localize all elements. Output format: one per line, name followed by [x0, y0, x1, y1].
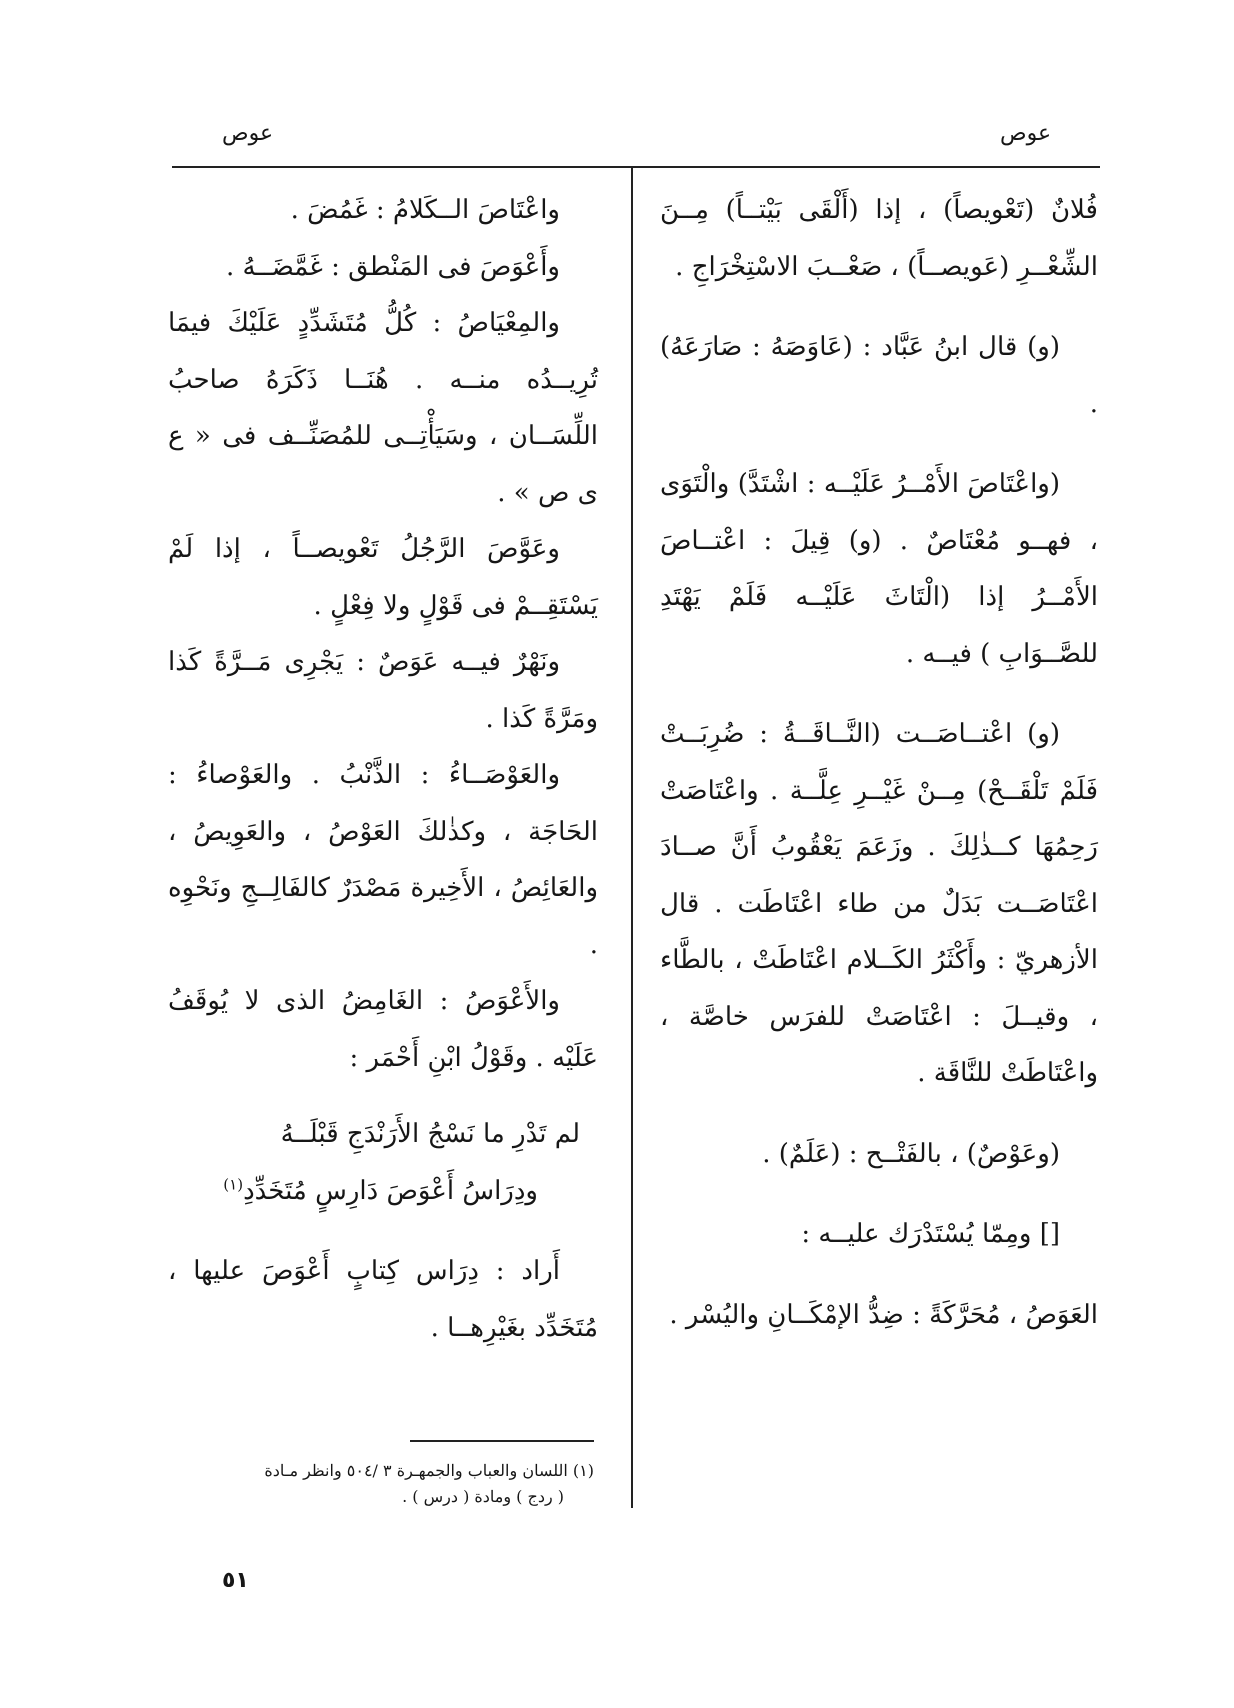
paragraph: فُلانٌ (تَعْويصاً) ، إذا (أَلْقَى بَيْتــاً) مِــنَ الشِّعْــرِ (عَويصــاً) ، صَعْــبَ الاسْتِخْرَاجِ .: [660, 195, 1098, 282]
right-column: [660, 182, 1098, 1343]
header-rule: [172, 166, 1100, 168]
paragraph: (و) قال ابنُ عَبَّاد : (عَاوَصَهُ : صَارَعَهُ) .: [660, 332, 1098, 419]
paragraph: وأَعْوَصَ فى المَنْطق : غَمَّضَــهُ .: [226, 251, 560, 282]
paragraph: (وعَوْصٌ) ، بالفَتْــح : (عَلَمٌ) .: [762, 1138, 1060, 1169]
paragraph: (و) اعْتــاصَــت (النَّــاقَــةُ : ضُرِبَــتْ فَلَمْ تَلْقَــحْ) مِــنْ غَيْــرِ عِلَّــة . واعْتَاصَتْ رَحِمُهَا كــذٰلِكَ . وزَعَمَ يَعْقُوبُ أَنَّ صــادَ اعْتَاصَــت بَدَلٌ من طاء اعْتَاطَت . قال الأزهريّ : وأَكْثَرُ الكَــلام اعْتَاطَتْ ، بالطَّاء ، وقيــلَ : اعْتَاصَتْ للفرَس خاصَّة ، واعْتَاطَتْ للنَّاقَة .: [660, 719, 1098, 1088]
paragraph: واعْتَاصَ الــكَلامُ : غَمُضَ .: [290, 195, 560, 225]
footnote-line: (١) اللسان والعباب والجمهـرة ٣ /٥٠٤ وانظر مـادة: [264, 1461, 594, 1480]
verse-hemistich-1: لم تَدْرِ ما نَسْجُ الأَرَنْدَجِ قَبْلَــهُ: [280, 1119, 580, 1149]
paragraph: ونَهْرٌ فيــه عَوَصٌ : يَجْرِى مَــرَّةً كَذا ومَرَّةً كَذا .: [168, 647, 598, 734]
running-head-right: عوص: [1000, 121, 1052, 146]
paragraph: [] ومِمّا يُسْتَدْرَك عليــه :: [801, 1219, 1060, 1249]
paragraph: وعَوَّصَ الرَّجُلُ تَعْويصــاً ، إذا لَمْ يَسْتَقِــمْ فى قَوْلٍ ولا فِعْلٍ .: [168, 534, 598, 621]
footnote: [166, 1458, 594, 1510]
column-divider: [631, 168, 633, 1508]
running-head-left: عوص: [222, 121, 274, 146]
paragraph: (واعْتَاصَ الأَمْــرُ عَلَيْــه : اشْتَدَّ) والْتَوَى ، فهــو مُعْتَاصٌ . (و) قِيلَ : اعْتــاصَ الأَمْــرُ إذا (الْتَاثَ عَلَيْــه فَلَمْ يَهْتَدِ للصَّــوَابِ ) فيــه .: [660, 469, 1098, 669]
left-column: [168, 182, 598, 1356]
footnote-rule: [410, 1440, 594, 1442]
paragraph: العَوَصُ ، مُحَرَّكَةً : ضِدُّ الإمْكَــانِ واليُسْر .: [669, 1299, 1098, 1330]
verse-hemistich-2-text: ودِرَاسُ أَعْوَصَ دَارِسٍ مُتَخَدِّدِ: [243, 1175, 538, 1206]
page-number: ٥١: [222, 1568, 249, 1593]
paragraph: والمِعْيَاصُ : كُلُّ مُتَشَدِّدٍ عَلَيْكَ فيمَا تُرِيــدُه منــه . هُنَــا ذَكَرَهُ صاحبُ اللِّسَــان ، وسَيَأْتِــى للمُصَنِّــف فى « ع ى ص » .: [168, 308, 598, 508]
footnote-marker: (١): [223, 1174, 244, 1193]
footnote-line: ( ردج ) ومادة ( درس ) .: [402, 1487, 564, 1506]
paragraph: والعَوْصَــاءُ : الذَّنْبُ . والعَوْصاءُ : الحَاجَة ، وكذٰلكَ العَوْصُ ، والعَوِيصُ ، والعَائِصُ ، الأَخِيرة مَصْدَرٌ كالفَالِــجِ ونَحْوِه .: [168, 760, 598, 960]
paragraph: والأَعْوَصُ : الغَامِضُ الذى لا يُوقَفُ عَلَيْه . وقَوْلُ ابْنِ أَحْمَر :: [168, 986, 598, 1073]
paragraph: أَراد : دِرَاس كِتابٍ أَعْوَصَ عليها ، مُتَخَدِّد بغَيْرِهــا .: [168, 1256, 598, 1343]
verse-hemistich-2: [168, 1163, 598, 1220]
poetry-verse: [168, 1106, 598, 1219]
